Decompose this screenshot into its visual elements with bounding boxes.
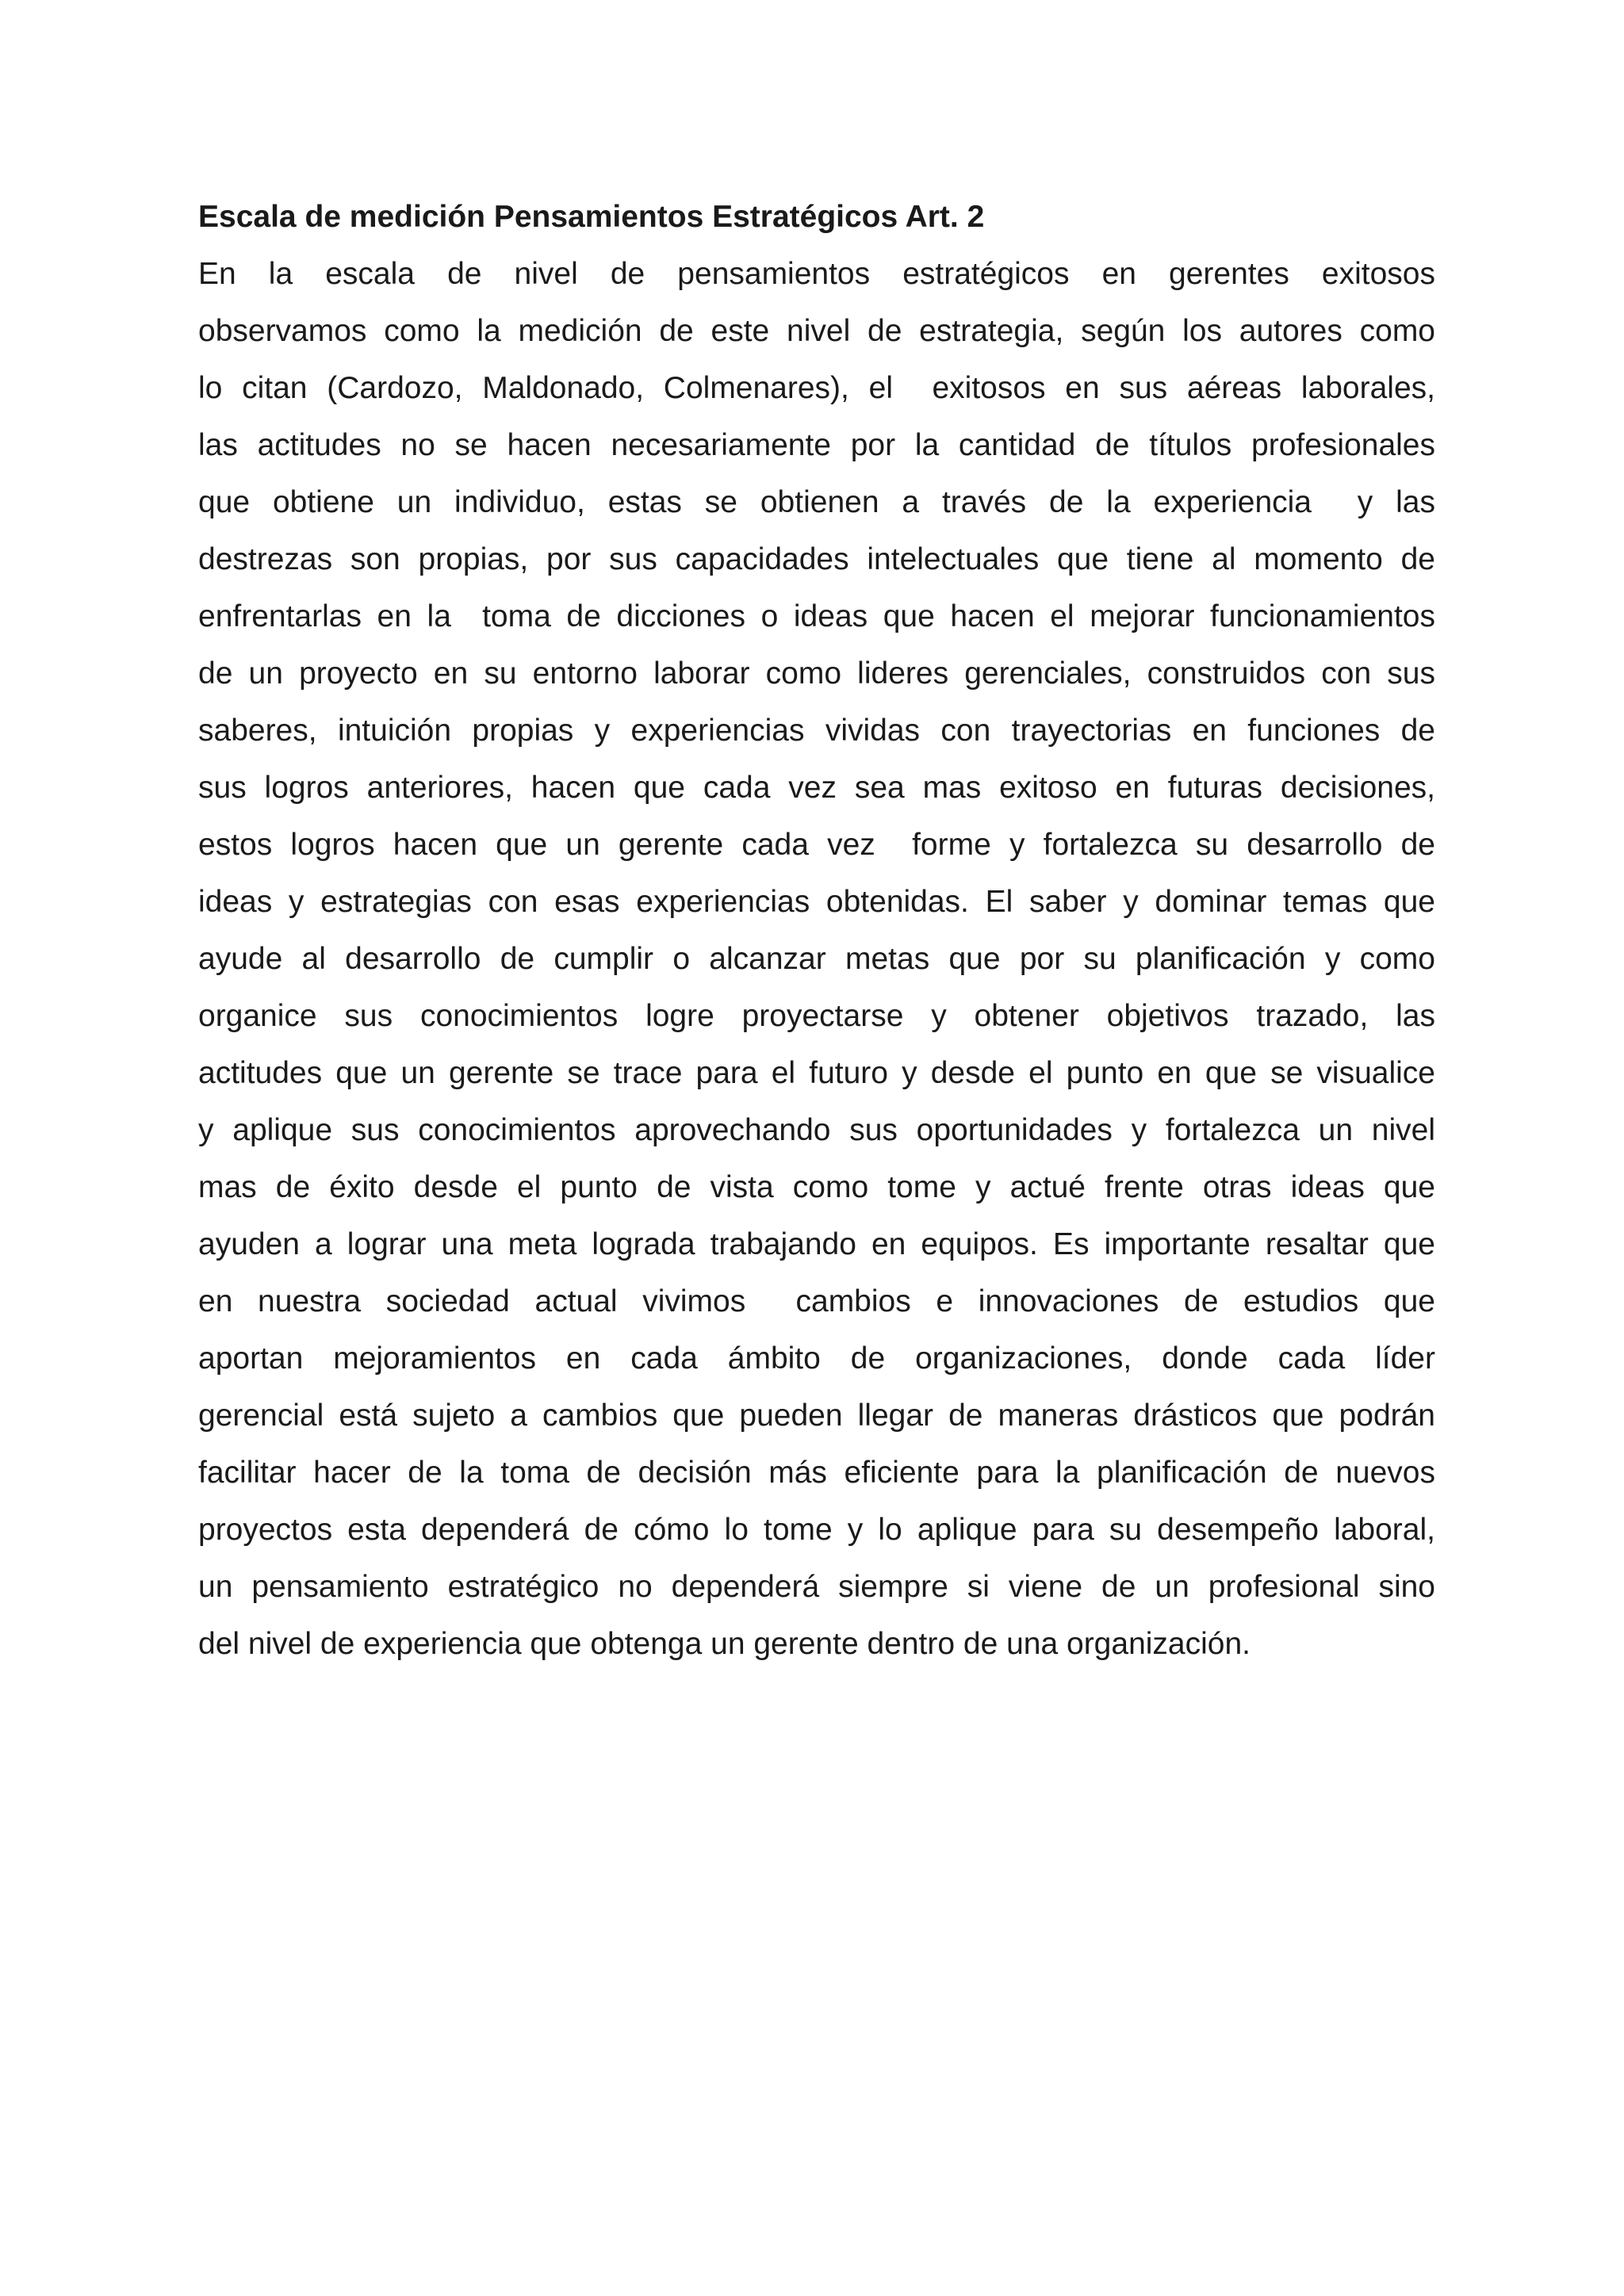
paragraph-line: sus logros anteriores, hacen que cada vez sea mas exitoso en futuras decisiones, bbox=[198, 771, 1435, 805]
paragraph-line: actitudes que un gerente se trace para el futuro y desde el punto en que se visualice bbox=[198, 1056, 1435, 1090]
paragraph-line: enfrentarlas en la toma de dicciones o ideas que hacen el mejorar funcionamientos bbox=[198, 599, 1435, 633]
paragraph-line: organice sus conocimientos logre proyectarse y obtener objetivos trazado, las bbox=[198, 999, 1435, 1033]
paragraph-line: gerencial está sujeto a cambios que pueden llegar de maneras drásticos que podrán bbox=[198, 1399, 1435, 1433]
paragraph-line: En la escala de nivel de pensamientos estratégicos en gerentes exitosos bbox=[198, 257, 1435, 291]
paragraph-line: ayude al desarrollo de cumplir o alcanzar metas que por su planificación y como bbox=[198, 942, 1435, 976]
paragraph-line: lo citan (Cardozo, Maldonado, Colmenares), el exitosos en sus aéreas laborales, bbox=[198, 371, 1435, 405]
paragraph-line: destrezas son propias, por sus capacidades intelectuales que tiene al momento de bbox=[198, 542, 1435, 576]
paragraph-line: del nivel de experiencia que obtenga un gerente dentro de una organización. bbox=[198, 1627, 1251, 1661]
paragraph-line: mas de éxito desde el punto de vista como tome y actué frente otras ideas que bbox=[198, 1170, 1435, 1204]
document-title: Escala de medición Pensamientos Estratégicos Art. 2 bbox=[198, 200, 985, 234]
paragraph-line: facilitar hacer de la toma de decisión más eficiente para la planificación de nuevos bbox=[198, 1456, 1435, 1490]
paragraph-line: aportan mejoramientos en cada ámbito de organizaciones, donde cada líder bbox=[198, 1341, 1435, 1376]
paragraph-line: en nuestra sociedad actual vivimos cambios e innovaciones de estudios que bbox=[198, 1284, 1435, 1318]
paragraph-line: saberes, intuición propias y experiencias vividas con trayectorias en funciones de bbox=[198, 714, 1435, 748]
paragraph-line: estos logros hacen que un gerente cada vez forme y fortalezca su desarrollo de bbox=[198, 828, 1435, 862]
paragraph-line: un pensamiento estratégico no dependerá siempre si viene de un profesional sino bbox=[198, 1570, 1435, 1604]
paragraph-line: ideas y estrategias con esas experiencias obtenidas. El saber y dominar temas que bbox=[198, 885, 1435, 919]
paragraph-line: observamos como la medición de este nivel de estrategia, según los autores como bbox=[198, 314, 1435, 348]
paragraph-line: ayuden a lograr una meta lograda trabajando en equipos. Es importante resaltar que bbox=[198, 1227, 1435, 1261]
document-body bbox=[198, 189, 1435, 1673]
paragraph-line: de un proyecto en su entorno laborar como lideres gerenciales, construidos con sus bbox=[198, 656, 1435, 691]
paragraph-line: y aplique sus conocimientos aprovechando sus oportunidades y fortalezca un nivel bbox=[198, 1113, 1435, 1147]
paragraph-line: que obtiene un individuo, estas se obtienen a través de la experiencia y las bbox=[198, 485, 1435, 519]
paragraph-line: proyectos esta dependerá de cómo lo tome y lo aplique para su desempeño laboral, bbox=[198, 1513, 1435, 1547]
paragraph-line: las actitudes no se hacen necesariamente por la cantidad de títulos profesionales bbox=[198, 428, 1435, 462]
